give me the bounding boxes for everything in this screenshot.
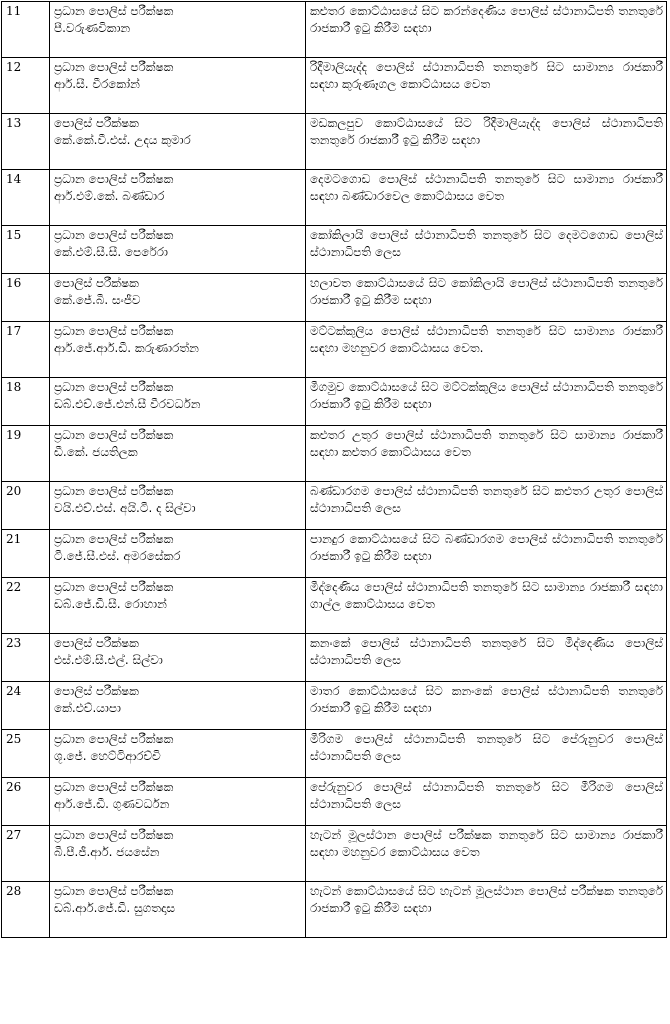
officer-rank: ප්‍රධාන පොලිස් පරීක්ෂක: [54, 172, 174, 186]
officer-name: පී.වරුණවිකාන: [54, 21, 131, 35]
officer-rank: ප්‍රධාන පොලිස් පරීක්ෂක: [54, 828, 174, 842]
officer-cell: [50, 226, 306, 274]
officer-cell: [50, 378, 306, 426]
officer-cell: [50, 634, 306, 682]
row-number: 15: [2, 226, 50, 274]
table-row: [2, 682, 667, 730]
posting-details: මඩකලපුව කොට්ඨාසයේ සිට රිදීමාලියැද්ද පොලිස් ස්ථානාධිපති තනතුරේ රාජකාරී ඉටු කිරීම සඳහා: [306, 114, 667, 170]
officer-rank: පොලිස් පරීක්ෂක: [54, 636, 139, 650]
officer-name: වයි.එච්.එස්. අයි.ටී. ද සිල්වා: [54, 501, 196, 515]
table-row: [2, 882, 667, 938]
officer-rank: ප්‍රධාන පොලිස් පරීක්ෂක: [54, 324, 174, 338]
table-row: [2, 170, 667, 226]
table-row: [2, 2, 667, 58]
posting-details: මාතර කොට්ඨාසයේ සිට කනංකේ පොලිස් ස්ථානාධිපති තනතුරේ රාජකාරී ඉටු කිරීම සඳහා: [306, 682, 667, 730]
officer-name: ආර්.සී. වීරකෝන්: [54, 77, 140, 91]
posting-details: හලාවත කොට්ඨාසයේ සිට කෝකිලායි පොලිස් ස්ථානාධිපති තනතුරේ රාජකාරී ඉටු කිරීම සඳහා: [306, 274, 667, 322]
row-number: 11: [2, 2, 50, 58]
officer-cell: [50, 58, 306, 114]
table-row: [2, 482, 667, 530]
officer-rank: ප්‍රධාන පොලිස් පරීක්ෂක: [54, 380, 174, 394]
row-number: 18: [2, 378, 50, 426]
officer-cell: [50, 114, 306, 170]
officer-name: ආර්.ජේ.ඩී. ගුණවර්ධන: [54, 797, 170, 811]
officer-name: කේ.කේ.වී.එස්. උදය කුමාර: [54, 133, 191, 147]
posting-details: මීගමුව කොට්ඨාසයේ සිට මට්ටක්කුලිය පොලිස් ස්ථානාධිපති තනතුරේ රාජකාරී ඉටු කිරීම සඳහා: [306, 378, 667, 426]
posting-details: කනංකේ පොලිස් ස්ථානාධිපති තනතුරේ සිට මීද්දෙණිය පොලිස් ස්ථානාධිපති ලෙස: [306, 634, 667, 682]
officer-cell: [50, 2, 306, 58]
officer-rank: පොලිස් පරීක්ෂක: [54, 276, 139, 290]
officer-rank: පොලිස් පරීක්ෂක: [54, 116, 139, 130]
row-number: 13: [2, 114, 50, 170]
table-row: [2, 274, 667, 322]
posting-details: දෙමටගොඩ පොලිස් ස්ථානාධිපති තනතුරේ සිට සාමාන්‍ය රාජකාරී සඳහා බණ්ඩාරවෙල කොට්ඨාසය වෙත: [306, 170, 667, 226]
officer-rank: ප්‍රධාන පොලිස් පරීක්ෂක: [54, 4, 174, 18]
officer-cell: [50, 530, 306, 578]
officer-cell: [50, 730, 306, 778]
officer-name: ඩී.කේ. ජයතිලක: [54, 445, 138, 459]
posting-details: කළුතර උතුර පොලිස් ස්ථානාධිපති තනතුරේ සිට සාමාන්‍ය රාජකාරී සඳහා කළුතර කොට්ඨාසය වෙත: [306, 426, 667, 482]
officer-name: එස්.එම්.සී.එල්. සිල්වා: [54, 653, 163, 667]
officer-name: ටී.ජේ.සී.එස්. අමරසේකර: [54, 549, 181, 563]
posting-details: බණ්ඩාරගම පොලිස් ස්ථානාධිපති තනතුරේ සිට කළුතර උතුර පොලිස් ස්ථානාධිපති ලෙස: [306, 482, 667, 530]
officer-cell: [50, 274, 306, 322]
officer-cell: [50, 170, 306, 226]
officer-rank: ප්‍රධාන පොලිස් පරීක්ෂක: [54, 428, 174, 442]
officer-rank: ප්‍රධාන පොලිස් පරීක්ෂක: [54, 732, 174, 746]
officer-rank: ප්‍රධාන පොලිස් පරීක්ෂක: [54, 532, 174, 546]
officer-cell: [50, 578, 306, 634]
posting-details: රිදීමාලියැද්ද පොලිස් ස්ථානාධිපති තනතුරේ සිට සාමාන්‍ය රාජකාරී සඳහා කුරුණෑගල කොට්ඨාසය වෙත: [306, 58, 667, 114]
table-row: [2, 114, 667, 170]
transfer-table: [1, 1, 667, 938]
table-row: [2, 634, 667, 682]
officer-name: ආර්.එම්.කේ. බණ්ඩාර: [54, 189, 165, 203]
row-number: 21: [2, 530, 50, 578]
officer-cell: [50, 882, 306, 938]
row-number: 17: [2, 322, 50, 378]
officer-cell: [50, 682, 306, 730]
table-row: [2, 778, 667, 826]
table-row: [2, 578, 667, 634]
officer-rank: ප්‍රධාන පොලිස් පරීක්ෂක: [54, 484, 174, 498]
row-number: 23: [2, 634, 50, 682]
officer-rank: ප්‍රධාන පොලිස් පරීක්ෂක: [54, 580, 174, 594]
officer-cell: [50, 322, 306, 378]
table-row: [2, 730, 667, 778]
table-row: [2, 58, 667, 114]
table-row: [2, 226, 667, 274]
officer-cell: [50, 778, 306, 826]
posting-details: හැටන් මූලස්ථාන පොලිස් පරීක්ෂක තනතුරේ සිට සාමාන්‍ය රාජකාරී සඳහා මහනුවර කොට්ඨාසය වෙත: [306, 826, 667, 882]
table-row: [2, 378, 667, 426]
row-number: 16: [2, 274, 50, 322]
officer-rank: පොලිස් පරීක්ෂක: [54, 684, 139, 698]
posting-details: කෝකිලායි පොලිස් ස්ථානාධිපති තනතුරේ සිට දෙමටගොඩ පොලිස් ස්ථානාධිපති ලෙස: [306, 226, 667, 274]
row-number: 26: [2, 778, 50, 826]
officer-cell: [50, 426, 306, 482]
posting-details: පානදුර කොට්ඨාසයේ සිට බණ්ඩාරගම පොලිස් ස්ථානාධිපති තනතුරේ රාජකාරී ඉටු කිරීම සඳහා: [306, 530, 667, 578]
table-row: [2, 426, 667, 482]
row-number: 19: [2, 426, 50, 482]
posting-details: මීද්දෙණිය පොලිස් ස්ථානාධිපති තනතුරේ සිට සාමාන්‍ය රාජකාරී සඳහා ගාල්ල කොට්ඨාසය වෙත: [306, 578, 667, 634]
officer-cell: [50, 826, 306, 882]
row-number: 28: [2, 882, 50, 938]
officer-name: ඩබ්.එච්.ජේ.එන්.සී වීරවර්ධන: [54, 397, 201, 411]
officer-name: කේ.එච්.යාපා: [54, 701, 121, 715]
row-number: 25: [2, 730, 50, 778]
posting-details: කළුතර කොට්ඨාසයේ සිට කරන්දෙණිය පොලිස් ස්ථානාධිපති තනතුරේ රාජකාරී ඉටු කිරීම සඳහා: [306, 2, 667, 58]
row-number: 20: [2, 482, 50, 530]
officer-rank: ප්‍රධාන පොලිස් පරීක්ෂක: [54, 884, 174, 898]
row-number: 14: [2, 170, 50, 226]
officer-name: කේ.ජේ.බී. සංජීව: [54, 293, 141, 307]
transfer-table-body: [2, 2, 667, 938]
posting-details: හැටන් කොට්ඨාසයේ සිට හැටන් මූලස්ථාන පොලිස් පරීක්ෂක තනතුරේ රාජකාරී ඉටු කිරීම සඳහා: [306, 882, 667, 938]
posting-details: මට්ටක්කුලිය පොලිස් ස්ථානාධිපති තනතුරේ සිට සාමාන්‍ය රාජකාරී සඳහා මහනුවර කොට්ඨාසය වෙත.: [306, 322, 667, 378]
officer-name: කේ.එම්.සී.සී. පෙරේරා: [54, 245, 168, 259]
officer-rank: ප්‍රධාන පොලිස් පරීක්ෂක: [54, 60, 174, 74]
row-number: 22: [2, 578, 50, 634]
row-number: 24: [2, 682, 50, 730]
row-number: 12: [2, 58, 50, 114]
row-number: 27: [2, 826, 50, 882]
officer-name: ආර්.ජේ.ආර්.ඩී. කරුණාරත්න: [54, 341, 199, 355]
officer-name: බී.පී.ජී.ආර්. ජයසේන: [54, 845, 160, 859]
posting-details: පේරුනුවර පොලිස් ස්ථානාධිපති තනතුරේ සිට මීරිගම පොලිස් ස්ථානාධිපති ලෙස: [306, 778, 667, 826]
officer-name: ශූ.ජේ. හෙට්ටිආරච්චි: [54, 749, 161, 763]
officer-rank: ප්‍රධාන පොලිස් පරීක්ෂක: [54, 780, 174, 794]
officer-name: ඩබ්.ජේ.ඩී.සී. රොහාන්: [54, 597, 167, 611]
officer-cell: [50, 482, 306, 530]
table-row: [2, 530, 667, 578]
table-row: [2, 322, 667, 378]
posting-details: මීරිගම පොලිස් ස්ථානාධිපති තනතුරේ සිට පේරුනුවර පොලිස් ස්ථානාධිපති ලෙස: [306, 730, 667, 778]
officer-rank: ප්‍රධාන පොලිස් පරීක්ෂක: [54, 228, 174, 242]
table-row: [2, 826, 667, 882]
officer-name: ඩබ්.ආර්.ජේ.ඩී. සුගතදාස: [54, 901, 175, 915]
